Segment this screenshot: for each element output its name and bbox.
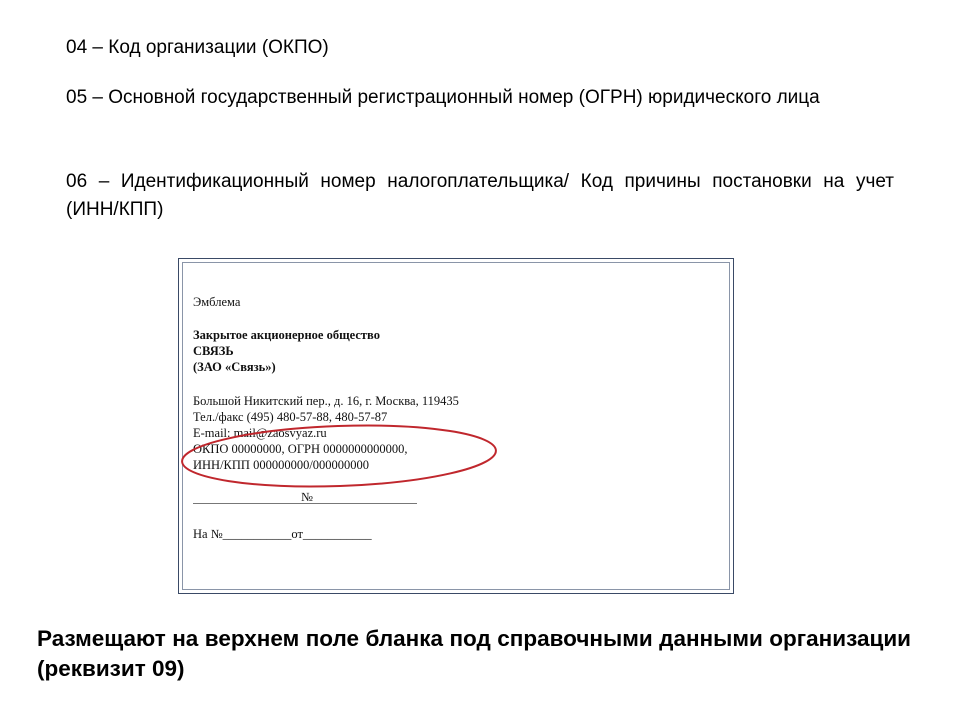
- form-number-sign: №: [301, 490, 313, 504]
- form-email: E-mail: mail@zaosvyaz.ru: [193, 426, 327, 440]
- form-phone: Тел./факс (495) 480-57-88, 480-57-87: [193, 410, 388, 424]
- form-org-name: СВЯЗЬ: [193, 344, 234, 358]
- form-org-short-name: (ЗАО «Связь»): [193, 360, 276, 374]
- form-reference-line: На №___________от___________: [193, 527, 372, 541]
- caption-text: Размещают на верхнем поле бланка под справочными данными организации (реквизит 09): [37, 626, 911, 681]
- form-org-type: Закрытое акционерное общество: [193, 328, 380, 342]
- form-emblem-label: Эмблема: [193, 295, 241, 309]
- letter-form-frame: [182, 262, 730, 590]
- form-okpo-ogrn: ОКПО 00000000, ОГРН 0000000000000,: [193, 442, 408, 456]
- requisite-04-text: 04 – Код организации (ОКПО): [66, 37, 329, 58]
- letter-form-image: [178, 258, 734, 594]
- form-address: Большой Никитский пер., д. 16, г. Москва, 119435: [193, 394, 459, 408]
- requisite-05-text: 05 – Основной государственный регистрационный номер (ОГРН) юридического лица: [66, 87, 820, 108]
- form-inn-kpp: ИНН/КПП 000000000/000000000: [193, 458, 370, 472]
- requisite-06-text: 06 – Идентификационный номер налогоплательщика/ Код причины постановки на учет (ИНН/КПП): [66, 171, 894, 220]
